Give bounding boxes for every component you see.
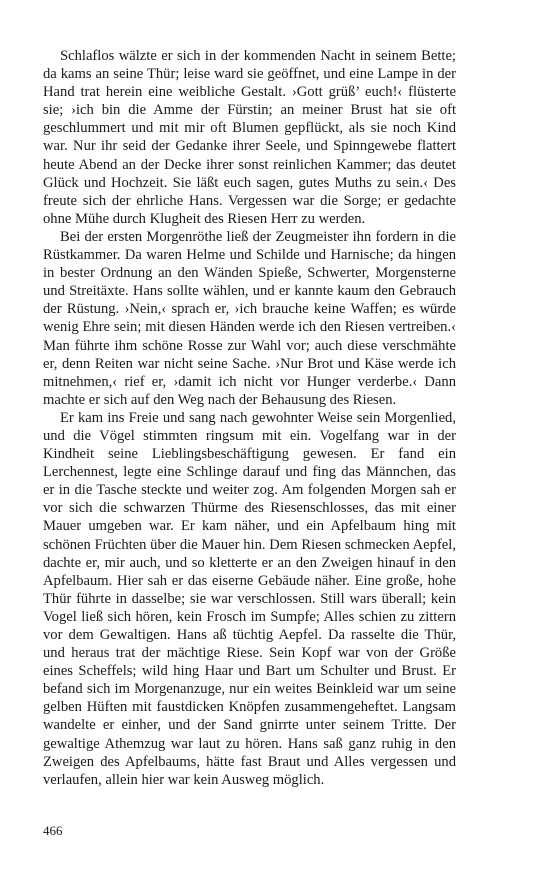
- body-text: [43, 47, 456, 789]
- paragraph-2: Bei der ersten Morgenröthe ließ der Zeugmeister ihn fordern in die Rüstkammer. Da waren Helme und Schilde und Harnische; da hingen in bester Ordnung an den Wänden Spieße, Schwerter, Morgensterne und Streitäxte. Hans sollte wählen, und er kannte kaum den Gebrauch der Rüstung. ›Nein,‹ sprach er, ›ich brauche keine Waffen; es würde wenig Ehre sein; mit diesen Händen werde ich den Riesen vertreiben.‹ Man führte ihm schöne Rosse zur Wahl vor; auch diese verschmähte er, denn Reiten war nicht seine Sache. ›Nur Brot und Käse werde ich mitnehmen,‹ rief er, ›damit ich nicht vor Hunger verderbe.‹ Dann machte er sich auf den Weg nach der Behausung des Riesen.: [43, 228, 456, 408]
- paragraph-3: Er kam ins Freie und sang nach gewohnter Weise sein Morgenlied, und die Vögel stimmten ringsum mit ein. Vogelfang war in der Kindheit seine Lieblingsbeschäftigung gewesen. Er fand ein Lerchennest, legte eine Schlinge darauf und fing das Männchen, das er in die Tasche steckte und weiter zog. Am folgenden Morgen sah er vor sich die schwarzen Thürme des Riesenschlosses, das mit einer Mauer umgeben war. Er kam näher, und ein Apfelbaum hing mit schönen Früchten über die Mauer hin. Dem Riesen schmecken Aepfel, dachte er, mir auch, und so kletterte er an den Zweigen hinauf in den Apfelbaum. Hier sah er das eiserne Gebäude näher. Eine große, hohe Thür führte in dasselbe; sie war verschlossen. Still wars überall; kein Vogel ließ sich hören, kein Frosch im Sumpfe; Alles schien zu zittern vor dem Gewaltigen. Hans aß tüchtig Aepfel. Da rasselte die Thür, und heraus trat der mächtige Riese. Sein Kopf war von der Größe eines Scheffels; wild hing Haar und Bart um Schulter und Brust. Er befand sich im Morgenanzuge, nur ein weites Beinkleid war um seine gelben Hüften mit faustdicken Knöpfen zusammengeheftet. Langsam wandelte er einher, und der Sand gnirrte unter seinem Tritte. Der gewaltige Athemzug war laut zu hören. Hans saß ganz ruhig in den Zweigen des Apfelbaums, hätte fast Braut und Alles vergessen und verlaufen, allein hier war kein Ausweg möglich.: [43, 409, 456, 788]
- page-number: 466: [43, 823, 63, 838]
- paragraph-1: Schlaflos wälzte er sich in der kommenden Nacht in seinem Bette; da kams an seine Thür; leise ward sie geöffnet, und eine Lampe in der Hand trat herein eine weibliche Gestalt. ›Gott grüß’ euch!‹ flüsterte sie; ›ich bin die Amme der Fürstin; an meiner Brust hat sie oft geschlummert und mit mir oft Blumen gepflückt, als sie noch Kind war. Nur ihr seid der Gedanke ihrer Seele, und Spinngewebe flattert heute Abend an der Decke ihrer sonst reinlichen Kammer; das deutet Glück und Hochzeit. Sie läßt euch sagen, gutes Muths zu sein.‹ Des freute sich der ehrliche Hans. Vergessen war die Sorge; er gedachte ohne Mühe durch Klugheit des Riesen Herr zu werden.: [43, 48, 456, 227]
